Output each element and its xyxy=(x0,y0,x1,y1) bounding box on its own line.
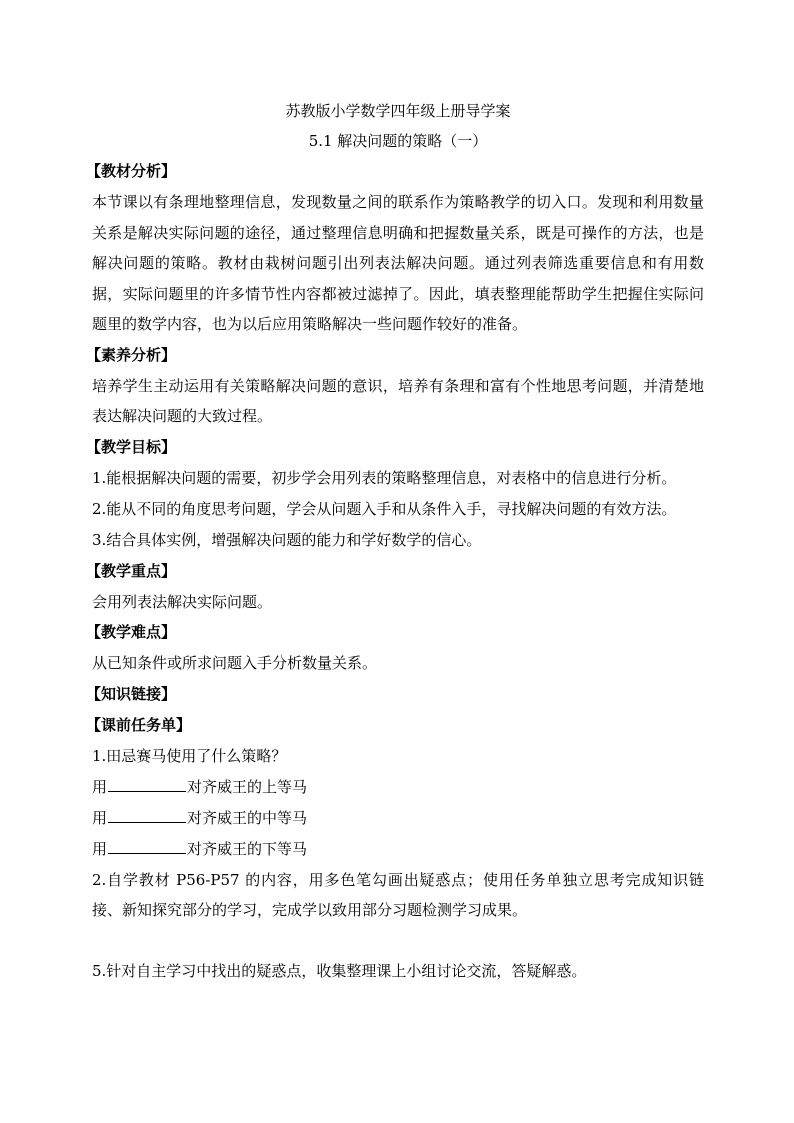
document-subtitle: 5.1 解决问题的策略（一） xyxy=(308,132,488,150)
goal-item-3: 3.结合具体实例，增强解决问题的能力和学好数学的信心。 xyxy=(92,530,482,549)
task-question-5: 5.针对自主学习中找出的疑惑点，收集整理课上小组讨论交流，答疑解惑。 xyxy=(92,961,587,980)
fill-blank-prefix: 用 xyxy=(92,777,108,796)
fill-blank-line[interactable] xyxy=(108,774,186,792)
fill-blank-prefix: 用 xyxy=(92,808,108,827)
literacy-paragraph: 培养学生主动运用有关策略解决问题的意识，培养有条理和富有个性地思考问题，并清楚地表达解决问题的大致过程。 xyxy=(92,376,704,425)
section-heading-links: 【知识链接】 xyxy=(86,684,177,703)
section-heading-tasks: 【课前任务单】 xyxy=(86,715,192,734)
document-title: 苏教版小学数学四年级上册导学案 xyxy=(285,102,511,120)
section-heading-literacy: 【素养分析】 xyxy=(86,345,177,364)
task-question-1: 1.田忌赛马使用了什么策略？ xyxy=(92,746,287,765)
fill-blank-suffix: 对齐威王的中等马 xyxy=(187,808,308,827)
fill-blank-prefix: 用 xyxy=(92,839,108,858)
section-heading-keypoint: 【教学重点】 xyxy=(86,561,177,580)
difficulty-paragraph: 从已知条件或所求问题入手分析数量关系。 xyxy=(92,654,378,672)
blank-spacer xyxy=(92,926,704,956)
analysis-paragraph: 本节课以有条理地整理信息，发现数量之间的联系作为策略教学的切入口。发现和利用数量关系是解决实际问题的途径，通过整理信息明确和把握数量关系，既是可操作的方法，也是解决问题的策略。教材由栽树问题引出列表法解决问题。通过列表筛选重要信息和有用数据，实际问题里的许多情节性内容都被过滤掉了。因此，填表整理能帮助学生把握住实际问题里的数学内容，也为以后应用策略解决一些问题作较好的准备。 xyxy=(92,193,704,333)
fill-blank-suffix: 对齐威王的下等马 xyxy=(187,839,308,858)
keypoint-paragraph: 会用列表法解决实际问题。 xyxy=(92,592,273,611)
section-heading-goals: 【教学目标】 xyxy=(86,437,177,456)
task-question-2: 2.自学教材 P56-P57 的内容，用多色笔勾画出疑惑点；使用任务单独立思考完成知识链接、新知探究部分的学习，完成学以致用部分习题检测学习成果。 xyxy=(92,870,704,919)
fill-blank-line[interactable] xyxy=(108,836,186,854)
fill-blank-suffix: 对齐威王的上等马 xyxy=(187,777,308,796)
document-content xyxy=(86,96,704,987)
section-heading-analysis: 【教材分析】 xyxy=(86,162,177,180)
fill-blank-row-1 xyxy=(92,772,704,803)
goal-item-1: 1.能根据解决问题的需要，初步学会用列表的策略整理信息，对表格中的信息进行分析。 xyxy=(92,468,677,487)
fill-blank-row-3 xyxy=(92,834,704,865)
fill-blank-line[interactable] xyxy=(108,805,186,823)
fill-blank-row-2 xyxy=(92,803,704,834)
goal-item-2: 2.能从不同的角度思考问题，学会从问题入手和从条件入手，寻找解决问题的有效方法。 xyxy=(92,499,677,518)
section-heading-difficulty: 【教学难点】 xyxy=(86,623,177,641)
